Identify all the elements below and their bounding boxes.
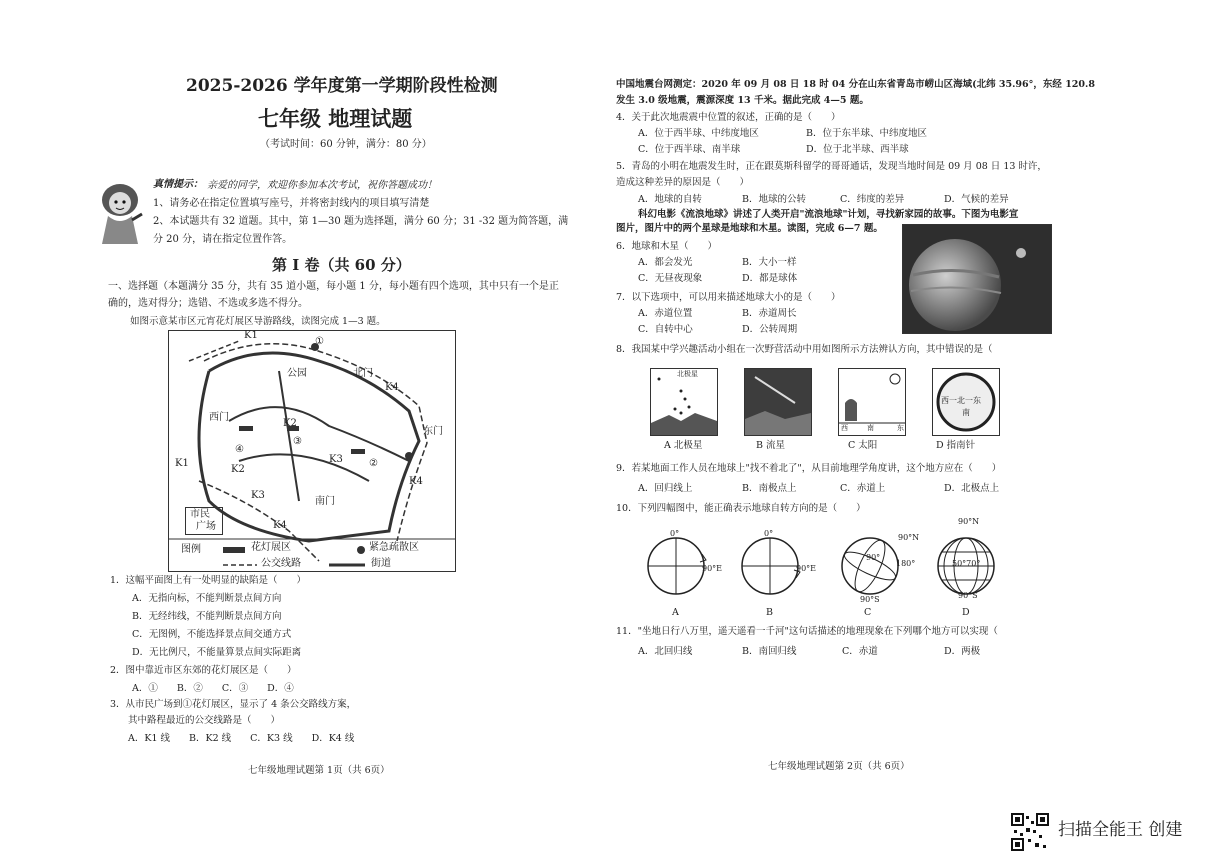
legend-item-street: 街道 — [371, 558, 391, 569]
q6-option-a: A．都会发光 — [638, 257, 693, 268]
q1-option-d: D．无比例尺，不能量算景点间实际距离 — [132, 647, 302, 658]
map-label: ① — [315, 336, 324, 347]
movie-intro-b: 图片，图片中的两个星球是地球和木星。读图，完成 6—7 题。 — [616, 223, 883, 234]
q7-option-b: B．赤道周长 — [742, 308, 797, 319]
map-label: K2 — [283, 418, 297, 429]
section-intro-a: 一、选择题（本题满分 35 分，共有 35 道小题，每小题 1 分，每小题有四个选项，其中只有一个是正 — [108, 281, 559, 292]
q6-option-d: D．都是球体 — [742, 273, 798, 284]
globe-c-90n: 90°N — [898, 533, 920, 542]
q6-option-c: C．无昼夜现象 — [638, 273, 703, 284]
q5-b: 造成这种差异的原因是（ ） — [616, 177, 750, 188]
compass-label: 西一北一东 — [941, 396, 981, 405]
section-intro-b: 确的，选对得分；选错、不选或多选不得分。 — [108, 298, 308, 309]
q1-option-b: B．无经纬线，不能判断景点间方向 — [132, 611, 282, 622]
q11-option-c: C．赤道 — [842, 646, 878, 657]
q11-option-a: A．北回归线 — [638, 646, 693, 657]
map-label: ③ — [293, 436, 302, 447]
globe-d-90n: 90°N — [958, 517, 980, 526]
q5-option-b: B．地球的公转 — [742, 194, 806, 205]
polaris-illustration — [651, 369, 717, 435]
q9-option-c: C．赤道上 — [840, 483, 886, 494]
map-label: ② — [369, 458, 378, 469]
compass-south-label: 南 — [962, 408, 970, 417]
legend-item-lantern: 花灯展区 — [251, 542, 291, 553]
q7: 7．以下选项中，可以用来描述地球大小的是（ ） — [616, 292, 841, 303]
quake-intro-a: 中国地震台网测定：2020 年 09 月 08 日 18 时 04 分在山东省青岛市崂山区海域(北纬 35.96°，东经 120.8 — [616, 79, 1095, 90]
q5-option-a: A．地球的自转 — [638, 194, 702, 205]
tip-line-2b: 分 20 分，请在指定位置作答。 — [153, 234, 293, 245]
q4-option-d: D．位于北半球、西半球 — [806, 144, 909, 155]
map-label: 东门 — [423, 426, 443, 437]
map-label: 北门 — [353, 368, 373, 379]
q8-caption-d: D 指南针 — [936, 440, 976, 451]
section-heading: 第 I 卷（共 60 分） — [272, 256, 411, 274]
q7-option-a: A．赤道位置 — [638, 308, 693, 319]
page-footer-2: 七年级地理试题第 2页（共 6页） — [768, 761, 910, 772]
q8-picture-polaris — [650, 368, 718, 436]
q6-option-b: B．大小一样 — [742, 257, 797, 268]
polaris-label: 北极星 — [677, 370, 698, 378]
quake-intro-b: 发生 3.0 级地震，震源深度 13 千米。据此完成 4—5 题。 — [616, 95, 869, 106]
tip-title: 真情提示： — [153, 179, 203, 190]
map-label: ④ — [235, 444, 244, 455]
q2: 2．图中靠近市区东郊的花灯展区是（ ） — [110, 665, 297, 676]
q1-option-c: C．无图例，不能选择景点间交通方式 — [132, 629, 292, 640]
tip-text: 亲爱的同学，欢迎你参加本次考试，祝你答题成功！ — [207, 180, 437, 191]
tour-route-map — [168, 330, 456, 572]
map-label: 广场 — [196, 521, 216, 532]
q8: 8．我国某中学兴趣活动小组在一次野营活动中用如图所示方法辨认方向，其中错误的是（ — [616, 344, 993, 355]
q5-option-d: D．气候的差异 — [944, 194, 1009, 205]
civic-plaza-box — [185, 507, 223, 535]
globe-caption-b: B — [766, 607, 773, 618]
meteor-illustration — [745, 369, 811, 435]
map-label: 市民 — [190, 509, 210, 520]
map-label: K3 — [251, 490, 265, 501]
q8-caption-a: A 北极星 — [664, 440, 703, 451]
q1: 1．这幅平面图上有一处明显的缺陷是（ ） — [110, 575, 307, 586]
legend-item-evac: 紧急疏散区 — [369, 542, 419, 553]
q8-caption-c: C 太阳 — [848, 440, 878, 451]
legend-item-bus: 公交线路 — [261, 558, 301, 569]
q3-options: A．K1 线 B．K2 线 C．K3 线 D．K4 线 — [128, 733, 355, 744]
q1-option-a: A．无指向标，不能判断景点间方向 — [132, 593, 282, 604]
q9-option-b: B．南极点上 — [742, 483, 797, 494]
q8-south-label: 南 — [867, 424, 874, 432]
map-label: K3 — [329, 454, 343, 465]
legend-title: 图例 — [181, 544, 201, 555]
wandering-earth-picture — [902, 224, 1052, 334]
planets-illustration — [903, 225, 1051, 333]
q2-options: A．① B．② C．③ D．④ — [132, 683, 294, 694]
q5-option-c: C．纬度的差异 — [840, 194, 905, 205]
q11: 11．"坐地日行八万里，遥天遥看一千河"这句话描述的地理现象在下列哪个地方可以实现（ — [616, 626, 998, 637]
globe-c-180: 180° — [896, 559, 916, 568]
globe-b-0: 0° — [764, 529, 774, 538]
q3-a: 3．从市民广场到①花灯展区，显示了 4 条公交路线方案， — [110, 699, 357, 710]
globe-c-90s: 90°S — [860, 595, 880, 604]
map-label: K1 — [244, 330, 258, 341]
cartoon-girl-illustration — [96, 180, 148, 250]
scanner-watermark: 扫描全能王 创建 — [1058, 820, 1183, 840]
q10: 10．下列四幅图中，能正确表示地球自转方向的是（ ） — [616, 503, 866, 514]
exam-title: 2025-2026 学年度第一学期阶段性检测 — [186, 76, 498, 96]
q7-option-c: C．自转中心 — [638, 324, 693, 335]
map-label: 公园 — [287, 368, 307, 379]
q4: 4．关于此次地震震中位置的叙述，正确的是（ ） — [616, 112, 841, 123]
qr-code-icon — [1011, 813, 1049, 851]
map-label: K4 — [385, 382, 399, 393]
globe-a-0: 0° — [670, 529, 680, 538]
q9-option-a: A．回归线上 — [638, 483, 693, 494]
q8-picture-meteor — [744, 368, 812, 436]
exam-subtitle: 七年级 地理试题 — [258, 106, 413, 131]
q4-option-a: A．位于西半球、中纬度地区 — [638, 128, 759, 139]
globe-caption-d: D — [962, 607, 970, 618]
map-routes-drawing — [169, 331, 455, 571]
globe-caption-c: C — [864, 607, 872, 618]
q7-option-d: D．公转周期 — [742, 324, 798, 335]
tip-line-1: 1、请务必在指定位置填写座号，并将密封线内的项目填写清楚 — [153, 198, 430, 209]
q8-west-label: 西 — [841, 424, 848, 432]
map-label: K2 — [231, 464, 245, 475]
q6: 6．地球和木星（ ） — [616, 241, 718, 252]
globe-d-90s: 90°S — [958, 591, 978, 600]
map-label: K4 — [409, 476, 423, 487]
movie-intro-a: 科幻电影《流浪地球》讲述了人类开启"流浪地球"计划，寻找新家园的故事。下图为电影宣 — [638, 209, 1019, 220]
q5-a: 5．青岛的小明在地震发生时，正在跟莫斯科留学的哥哥通话，发现当地时间是 09 月 08 日 13 时许， — [616, 161, 1047, 172]
globe-c-90: 90° — [866, 553, 881, 562]
q9-option-d: D．北极点上 — [944, 483, 1000, 494]
globe-d-5070: 50°70° — [952, 559, 981, 568]
globe-b-90e: 90°E — [796, 564, 817, 573]
q11-option-b: B．南回归线 — [742, 646, 797, 657]
globe-a-90e: 90°E — [702, 564, 723, 573]
q4-option-c: C．位于西半球、南半球 — [638, 144, 741, 155]
q8-caption-b: B 流星 — [756, 440, 786, 451]
map-label: 南门 — [315, 496, 335, 507]
map-label: K4 — [273, 520, 287, 531]
map-label: K1 — [175, 458, 189, 469]
globe-caption-a: A — [672, 607, 679, 618]
q11-option-d: D．两极 — [944, 646, 981, 657]
tip-line-2a: 2、本试题共有 32 道题。其中，第 1—30 题为选择题，满分 60 分；31 -32 题为简答题，满 — [153, 216, 569, 227]
exam-time-note: （考试时间：60 分钟，满分：80 分） — [260, 139, 432, 150]
q8-east-label: 东 — [897, 424, 904, 432]
map-label: 西门 — [209, 412, 229, 423]
map-intro: 如图示意某市区元宵花灯展区导游路线，读图完成 1—3 题。 — [130, 316, 386, 327]
q8-picture-compass — [932, 368, 1000, 436]
q9: 9．若某地面工作人员在地球上"找不着北了"，从目前地理学角度讲，这个地方应在（ ） — [616, 463, 1002, 474]
q4-option-b: B．位于东半球、中纬度地区 — [806, 128, 927, 139]
q8-picture-sun — [838, 368, 906, 436]
q3-b: 其中路程最近的公交线路是（ ） — [128, 715, 281, 726]
page-footer-1: 七年级地理试题第 1页（共 6页） — [248, 765, 390, 776]
